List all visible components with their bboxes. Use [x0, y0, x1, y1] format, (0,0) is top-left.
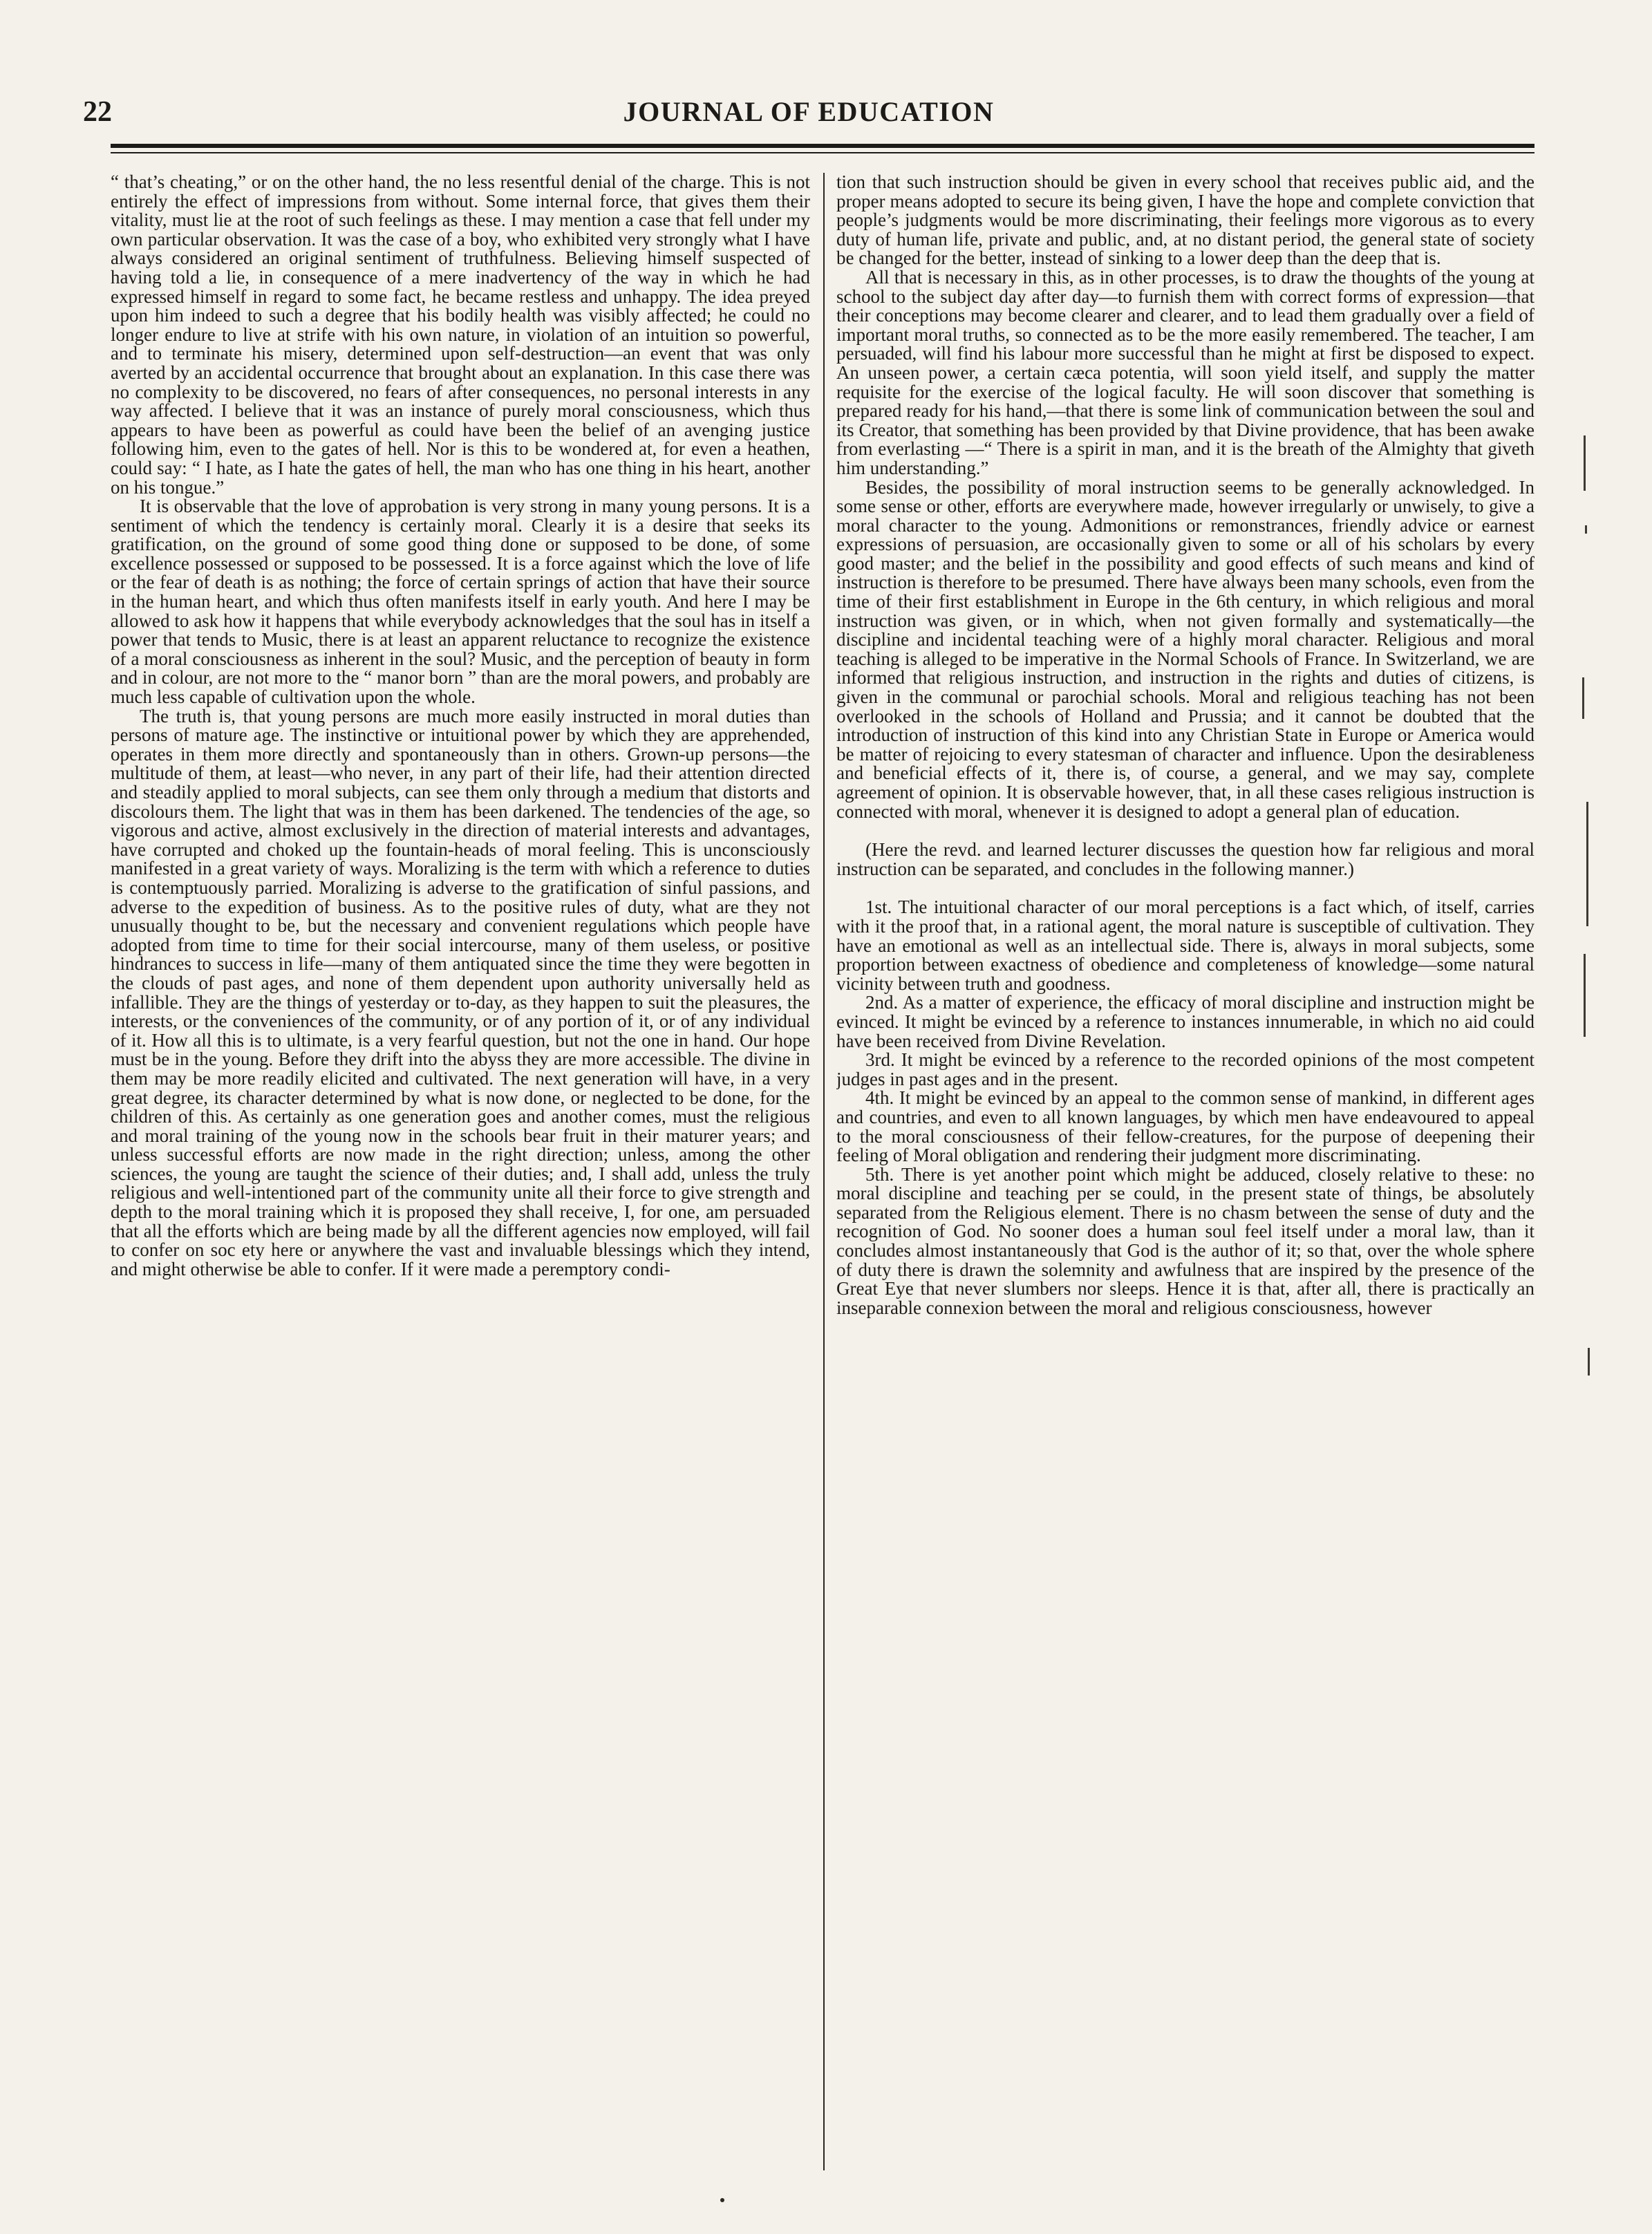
- numbered-point: 1st. The intuitional character of our moral perceptions is a fact which, of itself, carries with it the proof that, in a rational agent, the moral nature is susceptible of cultivation. They have an emotional as well as an intellectual side. There is, always in moral subjects, some proportion between exactness of obedience and completeness of knowledge—some natural vicinity between truth and goodness.: [836, 897, 1534, 994]
- numbered-point: 4th. It might be evinced by an appeal to the common sense of mankind, in different ages and countries, and even to all known languages, by which men have endeavoured to appeal to the moral consciousness of their fellow-creatures, for the purpose of deepening their feeling of Moral obligation and rendering their judgment more discriminating.: [836, 1087, 1534, 1166]
- margin-marks: [1579, 415, 1593, 1417]
- page-number: 22: [83, 96, 112, 128]
- paragraph: The truth is, that young persons are much more easily instructed in moral duties than persons of mature age. The instinctive or intuitional power by which they are apprehended, operates in them more directly and spontaneously than in others. Grown-up persons—the multitude of them, at least—who never, in any part of their life, had their attention directed and steadily applied to moral subjects, can see them only through a medium that distorts and discolours them. The light that was in them has been darkened. The tendencies of the age, so vigorous and active, almost exclusively in the direction of material interests and advantages, have corrupted and choked up the fountain-heads of moral feeling. This is unconsciously manifested in a great variety of ways. Moralizing is the term with which a reference to duties is contemptuously parried. Moralizing is adverse to the gratification of sinful passions, and adverse to the expedition of business. As to the positive rules of duty, what are they not unusually thought to be, but the necessary and convenient regulations which people have adopted from time to time for their social intercourse, many of them useless, or positive hindrances to success in life—many of them antiquated since the time they were begotten in the clouds of past ages, and none of them dependent upon authority universally held as infallible. They are the things of yesterday or to-day, as they happen to suit the pleasures, the interests, or the conveniences of the community, or of any portion of it, or of any individual of it. How all this is to ultimate, is a very fearful question, but not the one in hand. Our hope must be in the young. Before they drift into the abyss they are more accessible. The divine in them may be more readily elicited and cultivated. The next generation will have, in a very great degree, its character determined by what is now done, or neglected to be done, for the children of this. As certainly as one generation goes and another comes, must the religious and moral training of the young now in the schools bear fruit in their maturer years; and unless successful efforts are now made in the right direction; unless, among the other sciences, the young are taught the science of their duties; and, I shall add, unless the truly religious and well-intentioned part of the community unite all their force to give strength and depth to the moral training which it is proposed they shall receive, I, for one, am persuaded that all the efforts which are being made by all the different agencies now employed, will fail to confer on soc ety here or anywhere the vast and invaluable blessings which they intend, and might otherwise be able to confer. If it were made a peremptory condi-: [111, 705, 810, 1279]
- footer-dot: [720, 2198, 724, 2202]
- left-column: [111, 173, 810, 2170]
- numbered-point: 3rd. It might be evinced by a reference to the recorded opinions of the most competent judges in past ages and in the present.: [836, 1049, 1534, 1089]
- header-rule-thin: [111, 152, 1534, 153]
- page-header: [83, 95, 1534, 137]
- paragraph: tion that such instruction should be given in every school that receives public aid, and the proper means adopted to secure its being given, I have the hope and complete conviction that people’s judgments would be more discriminating, their feelings more vigorous as to every duty of human life, private and public, and, at no distant period, the general state of society be changed for the better, instead of sinking to a lower deep than the deep that is.: [836, 173, 1534, 269]
- column-divider: [823, 173, 825, 2170]
- header-rule-thick: [111, 144, 1534, 148]
- numbered-point: 2nd. As a matter of experience, the efficacy of moral discipline and instruction might be evinced. It might be evinced by a reference to instances innumerable, in which no aid could have been received from Divine Revelation.: [836, 992, 1534, 1051]
- paragraph: All that is necessary in this, as in other processes, is to draw the thoughts of the young at school to the subject day after day—to furnish them with correct forms of expression—that their conceptions may become clearer and clearer, and to lead them gradually over a field of important moral truths, so connected as to be the more easily remembered. The teacher, I am persuaded, will find his labour more successful than he might at first be disposed to expect. An unseen power, a certain cæca potentia, will soon yield itself, and supply the matter requisite for the exercise of the logical faculty. He will soon discover that something is prepared ready for his hand,—that there is some link of communication between the soul and its Creator, that something has been provided by that Divine providence, that has been awake from everlasting —“ There is a spirit in man, and it is the breath of the Almighty that giveth him understanding.”: [836, 266, 1534, 478]
- paragraph: “ that’s cheating,” or on the other hand, the no less resentful denial of the charge. This is not entirely the effect of impressions from without. Some internal force, that gives them their vitality, must lie at the root of such feelings as these. I may mention a case that fell under my own particular observation. It was the case of a boy, who exhibited very strongly what I have always considered an original sentiment of truthfulness. Believing himself suspected of having told a lie, in consequence of a mere inadvertency of the way in which he had expressed himself in regard to some fact, he became restless and unhappy. The idea preyed upon him indeed to such a degree that his bodily health was visibly affected; he could no longer endure to live at strife with his own nature, in violation of an intuition so powerful, and to terminate his misery, determined upon self-destruction—an event that was only averted by an accidental occurrence that brought about an explanation. In this case there was no complexity to be discovered, no fears of after consequences, no personal interests in any way affected. I believe that it was an instance of purely moral consciousness, which thus appears to have been as powerful as could have been the belief of an avenging justice following him, even to the gates of hell. Nor is this to be wondered at, for even a heathen, could say: “ I hate, as I hate the gates of hell, the man who has one thing in his heart, another on his tongue.”: [111, 173, 810, 498]
- paragraph: Besides, the possibility of moral instruction seems to be generally acknowledged. In some sense or other, efforts are everywhere made, however irregularly or unwisely, to give a moral character to the young. Admonitions or remonstrances, friendly advice or earnest expressions of persuasion, are occasionally given to some or all of his scholars by every good master; and the belief in the possibility and good effects of such means and kind of instruction is therefore to be presumed. There have always been many schools, even from the time of their first establishment in Europe in the 6th century, in which religious and moral instruction was given, or in which, when not given formally and systematically—the discipline and incidental teaching were of a highly moral character. Religious and moral teaching is alleged to be imperative in the Normal Schools of France. In Switzerland, we are informed that religious instruction, and instruction in the rights and duties of citizens, is given in the communal or parochial schools. Moral and religious teaching has not been overlooked in the schools of Holland and Prussia; and it cannot be doubted that the introduction of instruction of this kind into any Christian State in Europe or America would be matter of rejoicing to every statesman of character and influence. Upon the desirableness and beneficial effects of it, there is, of course, a general, and we may say, complete agreement of opinion. It is observable however, that, in all these cases religious instruction is connected with moral, whenever it is designed to adopt a general plan of education.: [836, 476, 1534, 822]
- paragraph: It is observable that the love of approbation is very strong in many young persons. It is a sentiment of which the tendency is certainly moral. Clearly it is a desire that seeks its gratification, on the ground of some good thing done or supposed to be done, of some excellence possessed or supposed to be possessed. It is a force against which the love of life or the fear of death is as nothing; the force of certain springs of action that have their source in the human heart, and which thus often manifests itself in early youth. And here I may be allowed to ask how it happens that while everybody acknowledges that the soul has in itself a power that tends to Music, there is at least an apparent reluctance to recognize the existence of a moral consciousness as inherent in the soul? Music, and the perception of beauty in form and in colour, are not more to the “ manor born ” than are the moral powers, and probably are much less capable of cultivation upon the whole.: [111, 496, 810, 708]
- running-title: JOURNAL OF EDUCATION: [623, 96, 995, 127]
- editorial-note: (Here the revd. and learned lecturer discusses the question how far religious and moral instruction can be separated, and concludes in the following manner.): [836, 839, 1534, 879]
- numbered-point: 5th. There is yet another point which might be adduced, closely relative to these: no moral discipline and teaching per se could, in the present state of things, be absolutely separated from the Religious element. There is no chasm between the sense of duty and the recognition of God. No sooner does a human soul feel itself under a moral law, than it concludes almost instantaneously that God is the author of it; so that, over the whole sphere of duty there is drawn the solemnity and awfulness that are inspired by the presence of the Great Eye that never slumbers nor sleeps. Hence it is that, after all, there is practically an inseparable connexion between the moral and religious consciousness, however: [836, 1163, 1534, 1318]
- right-column: [836, 173, 1534, 2170]
